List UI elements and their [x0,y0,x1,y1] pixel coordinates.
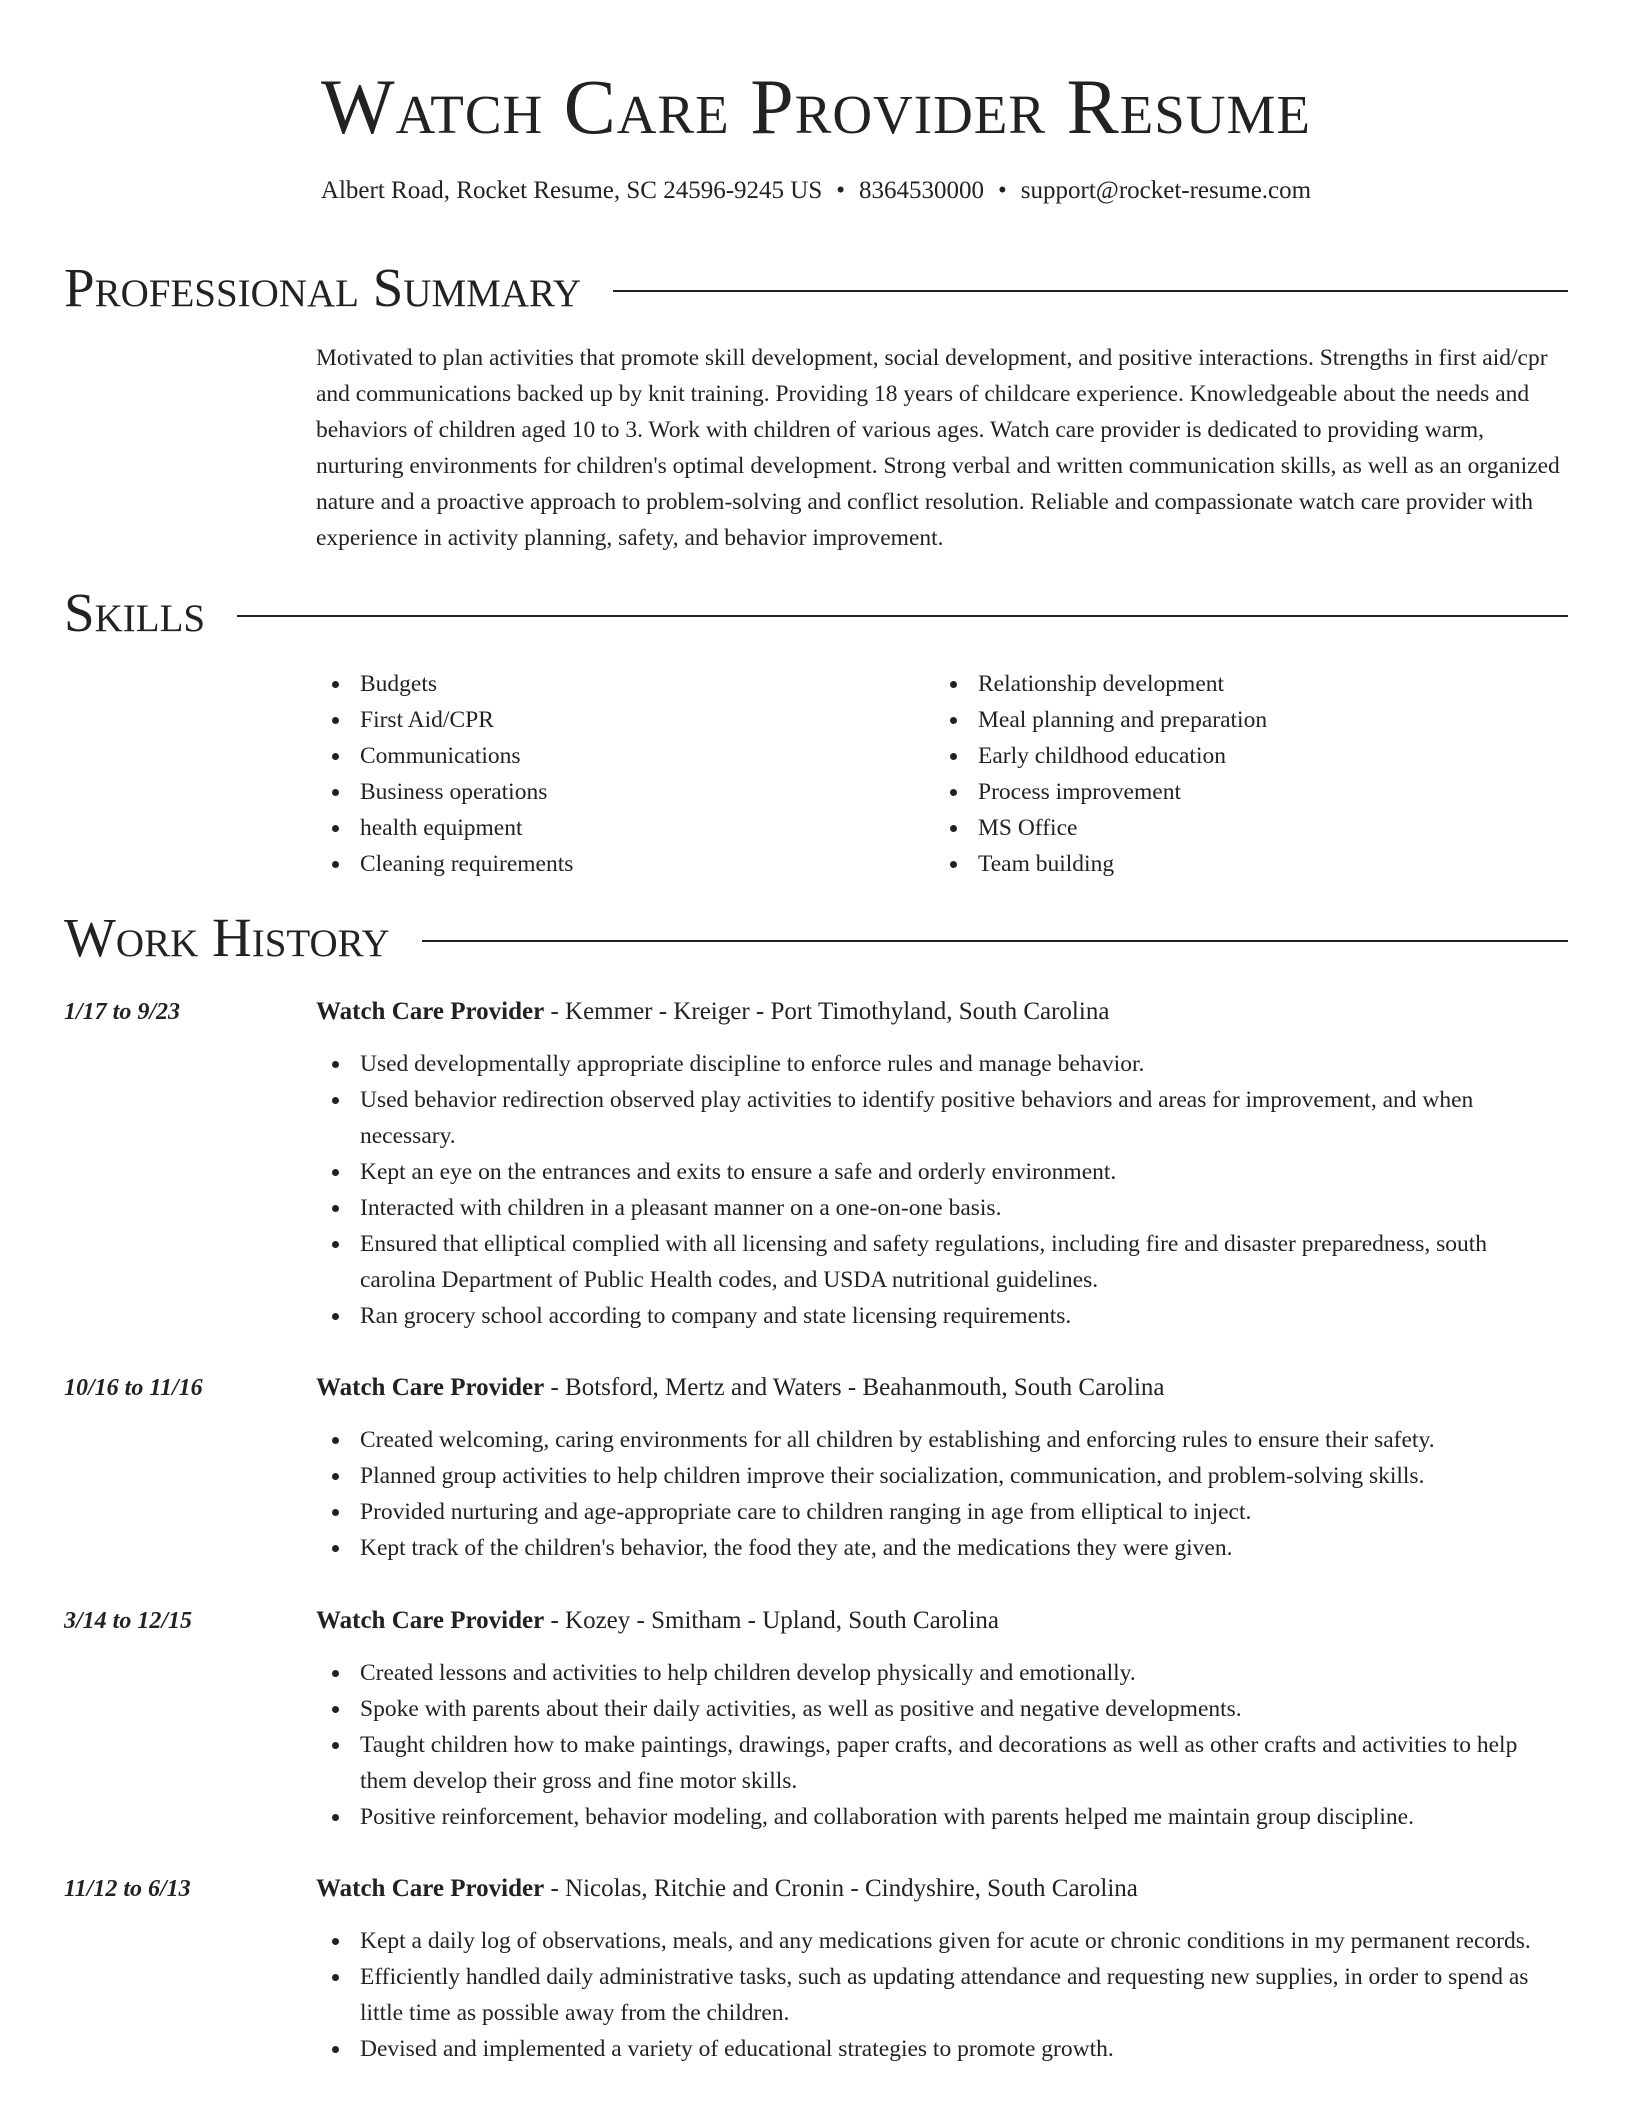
job-bullets [316,1422,1568,1566]
job-bullet: Taught children how to make paintings, drawings, paper crafts, and decorations as well as other crafts and activities to help them develop their gross and fine motor skills. [316,1727,1568,1799]
section-header-summary [64,258,1568,318]
section-divider [237,615,1568,617]
skill-item: Process improvement [934,774,1552,810]
job-bullet: Efficiently handled daily administrative tasks, such as updating attendance and requesting new supplies, in order to spend as little time as possible away from the children. [316,1959,1568,2031]
job-title: Watch Care Provider [316,1374,545,1401]
contact-separator: • [836,177,846,204]
job-bullet: Used behavior redirection observed play activities to identify positive behaviors and areas for improvement, and when necessary. [316,1082,1568,1154]
section-title-work: Work History [64,907,390,968]
contact-address: Albert Road, Rocket Resume, SC 24596-9245 US [320,177,823,204]
job-employer: - Nicolas, Ritchie and Cronin - Cindyshire, South Carolina [544,1875,1138,1902]
section-title-skills: Skills [64,582,206,643]
job-bullet: Ensured that elliptical complied with all licensing and safety regulations, including fire and disaster preparedness, south carolina Department of Public Health codes, and USDA nutritional guidelines. [316,1226,1568,1298]
skill-item: Business operations [316,774,934,810]
job-entry [64,994,1568,1334]
job-bullet: Kept track of the children's behavior, the food they ate, and the medications they were given. [316,1530,1568,1566]
skills-column-right [934,666,1552,882]
job-header [316,1603,1568,1639]
job-bullet: Kept a daily log of observations, meals, and any medications given for acute or chronic conditions in my permanent records. [316,1923,1568,1959]
skill-item: Cleaning requirements [316,846,934,882]
contact-separator: • [998,177,1007,204]
job-bullet: Spoke with parents about their daily activities, as well as positive and negative developments. [316,1691,1568,1727]
skills-column-left [316,666,934,882]
job-bullets [316,1923,1568,2067]
section-header-skills [64,583,1568,643]
skill-item: Relationship development [934,666,1552,702]
job-dates: 1/17 to 9/23 [64,999,181,1025]
skills-list [316,666,1566,882]
section-divider [422,940,1568,942]
job-employer: - Kozey - Smitham - Upland, South Carolina [544,1607,999,1634]
job-header [316,1871,1568,1907]
job-bullets [316,1046,1568,1334]
job-entry [64,1370,1568,1566]
job-bullet: Ran grocery school according to company and state licensing requirements. [316,1298,1568,1334]
job-title: Watch Care Provider [316,998,545,1025]
section-divider [613,290,1568,292]
job-bullet: Positive reinforcement, behavior modeling, and collaboration with parents helped me maintain group discipline. [316,1799,1568,1835]
skill-item: Early childhood education [934,738,1552,774]
job-dates: 11/12 to 6/13 [64,1876,191,1902]
contact-phone: 8364530000 [859,177,985,204]
job-header [316,1370,1568,1406]
job-bullet: Created lessons and activities to help children develop physically and emotionally. [316,1655,1568,1691]
job-header [316,994,1568,1030]
job-bullet: Kept an eye on the entrances and exits to ensure a safe and orderly environment. [316,1154,1568,1190]
job-bullet: Created welcoming, caring environments for all children by establishing and enforcing rules to ensure their safety. [316,1422,1568,1458]
skill-item: Team building [934,846,1552,882]
job-title: Watch Care Provider [316,1875,545,1902]
job-dates: 3/14 to 12/15 [64,1608,193,1634]
section-header-work [64,908,1568,968]
job-bullet: Devised and implemented a variety of educational strategies to promote growth. [316,2031,1568,2067]
job-bullet: Planned group activities to help children improve their socialization, communication, and problem-solving skills. [316,1458,1568,1494]
skill-item: Meal planning and preparation [934,702,1552,738]
skill-item: Budgets [316,666,934,702]
skill-item: health equipment [316,810,934,846]
job-bullets [316,1655,1568,1835]
job-dates: 10/16 to 11/16 [64,1375,203,1401]
job-bullet: Provided nurturing and age-appropriate care to children ranging in age from elliptical to inject. [316,1494,1568,1530]
job-entry [64,1603,1568,1835]
job-employer: - Botsford, Mertz and Waters - Beahanmouth, South Carolina [544,1374,1165,1401]
skill-item: Communications [316,738,934,774]
job-employer: - Kemmer - Kreiger - Port Timothyland, South Carolina [544,998,1110,1025]
contact-email: support@rocket-resume.com [1020,177,1312,204]
skill-item: First Aid/CPR [316,702,934,738]
resume-title: Watch Care Provider Resume [320,63,1312,150]
contact-line [0,176,1632,206]
job-entry [64,1871,1568,2067]
job-title: Watch Care Provider [316,1607,545,1634]
job-bullet: Interacted with children in a pleasant manner on a one-on-one basis. [316,1190,1568,1226]
section-title-summary: Professional Summary [64,257,582,318]
job-bullet: Used developmentally appropriate discipline to enforce rules and manage behavior. [316,1046,1568,1082]
skill-item: MS Office [934,810,1552,846]
summary-paragraph: Motivated to plan activities that promote skill development, social development, and positive interactions. Strengths in first aid/cpr and communications backed up by knit training. Providing 18 years of childcare experience. Knowledgeable about the needs and behaviors of children aged 10 to 3. Work with children of various ages. Watch care provider is dedicated to providing warm, nurturing environments for children's optimal development. Strong verbal and written communication skills, as well as an organized nature and a proactive approach to problem-solving and conflict resolution. Reliable and compassionate watch care provider with experience in activity planning, safety, and behavior improvement. [316,345,1560,551]
